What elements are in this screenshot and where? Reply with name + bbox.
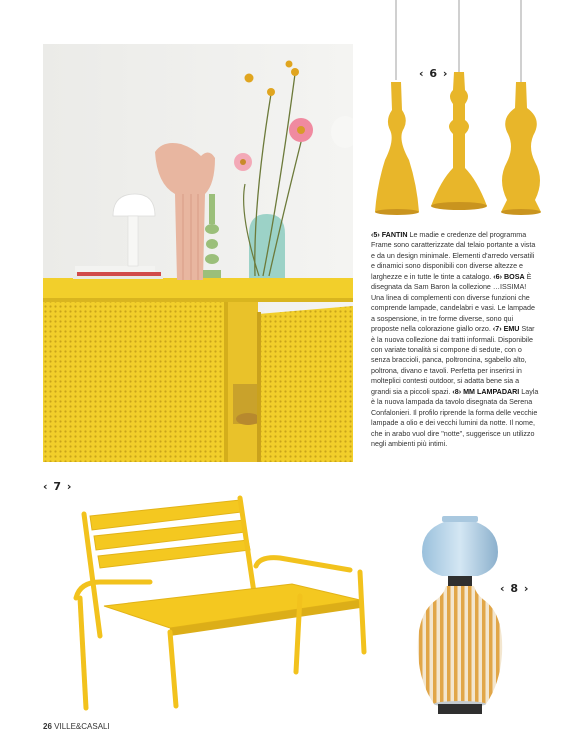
item-7-brand: EMU: [503, 325, 520, 334]
item-5-text: Le madie e credenze del programma Frame sono caratterizzate dal telaio portante a vista e da un design minimale. Elementi d'arredo versatili e dinamici sono disponibili con diverse altezze e larghezze e in tutte le tinte a catalogo.: [371, 231, 536, 281]
item-7-text: Star è la nuova collezione dai tratti informali. Disponibile con variate tonalità si compone di sedute, con o senza braccioli, panca, poltroncina, sgabello alto, poltrona, divano e tavoli. Perfetta per inserirsi in molteplici contesti outdoor, si adatta bene sia a grandi sia a piccoli spazi.: [371, 325, 535, 396]
figure-label-6: ‹ 6 ›: [419, 67, 449, 80]
article-body: [371, 230, 539, 450]
item-6-text: È disegnata da Sam Baron la collezione …ISSIMA! Una linea di complementi con diverse funzioni che comprende lampade, candelabri e vasi. Le lampade a sospensione, in tre forme diverse, sono qui proposte nella colorazione giallo orzo.: [371, 272, 535, 334]
item-5-number: ‹5›: [371, 231, 380, 239]
item-7-number: ‹7›: [492, 325, 502, 334]
table-lamp-illustration: [412, 514, 508, 720]
page-footer: [43, 722, 110, 731]
page-number: 26: [43, 722, 52, 731]
item-8-number: ‹8›: [452, 387, 462, 396]
sideboard-photo: [43, 44, 353, 462]
magazine-name: VILLE&CASALI: [54, 722, 110, 731]
bench-illustration: [60, 486, 380, 716]
pendant-lamps-illustration: [365, 0, 555, 218]
item-8-text: Layla è la nuova lampada da tavolo disegnata da Serena Confalonieri. Il profilo riprende la forma delle vecchie lampade a olio e dei vecchi lumini da notte. Il nome, che in arabo vuol dire "notte", suggerisce un utilizzo negli ambienti più intimi.: [371, 387, 539, 449]
figure-label-7: ‹ 7 ›: [43, 480, 73, 493]
item-5-brand: FANTIN: [381, 231, 408, 239]
item-6-brand: BOSA: [503, 272, 525, 281]
item-6-number: ‹6›: [493, 272, 502, 281]
figure-label-8: ‹ 8 ›: [500, 582, 530, 595]
item-8-brand: MM LAMPADARI: [463, 387, 520, 396]
sideboard-illustration: [43, 44, 353, 462]
